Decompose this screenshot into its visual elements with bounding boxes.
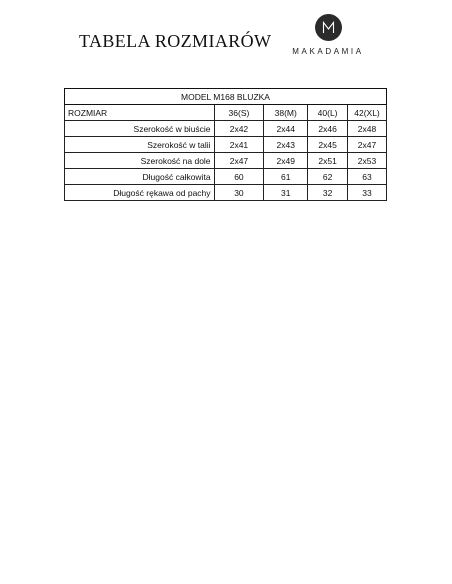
table-cell: 61 bbox=[264, 169, 308, 185]
table-cell: 2x47 bbox=[348, 137, 387, 153]
row-label: Szerokość w biuście bbox=[65, 121, 215, 137]
size-chart-table bbox=[64, 88, 387, 201]
size-header-cell: 40(L) bbox=[308, 105, 348, 121]
row-label: Długość rękawa od pachy bbox=[65, 185, 215, 201]
table-cell: 2x53 bbox=[348, 153, 387, 169]
table-cell: 2x43 bbox=[264, 137, 308, 153]
table-cell: 2x49 bbox=[264, 153, 308, 169]
table-cell: 33 bbox=[348, 185, 387, 201]
brand-name: MAKADAMIA bbox=[292, 47, 364, 56]
table-cell: 32 bbox=[308, 185, 348, 201]
table-row bbox=[65, 185, 387, 201]
size-header-cell: 36(S) bbox=[214, 105, 264, 121]
size-header-cell: 38(M) bbox=[264, 105, 308, 121]
table-cell: 2x46 bbox=[308, 121, 348, 137]
table-row bbox=[65, 137, 387, 153]
size-header-cell: 42(XL) bbox=[348, 105, 387, 121]
table-cell: 2x48 bbox=[348, 121, 387, 137]
m-monogram-circle-icon bbox=[315, 14, 342, 41]
model-title: MODEL M168 BLUZKA bbox=[65, 89, 387, 105]
row-label: Szerokość w talii bbox=[65, 137, 215, 153]
table-cell: 2x42 bbox=[214, 121, 264, 137]
table-cell: 60 bbox=[214, 169, 264, 185]
model-row bbox=[65, 89, 387, 105]
size-header-row bbox=[65, 105, 387, 121]
table-cell: 31 bbox=[264, 185, 308, 201]
table-cell: 2x51 bbox=[308, 153, 348, 169]
table-cell: 2x41 bbox=[214, 137, 264, 153]
brand-logo bbox=[272, 14, 384, 64]
table-cell: 63 bbox=[348, 169, 387, 185]
table-cell: 30 bbox=[214, 185, 264, 201]
row-label: Szerokość na dole bbox=[65, 153, 215, 169]
table-row bbox=[65, 121, 387, 137]
table-cell: 62 bbox=[308, 169, 348, 185]
page-title: TABELA ROZMIARÓW bbox=[79, 31, 272, 51]
table-cell: 2x44 bbox=[264, 121, 308, 137]
row-label: Długość całkowita bbox=[65, 169, 215, 185]
table-row bbox=[65, 153, 387, 169]
table-row bbox=[65, 169, 387, 185]
table-cell: 2x47 bbox=[214, 153, 264, 169]
table-cell: 2x45 bbox=[308, 137, 348, 153]
size-header-label: ROZMIAR bbox=[65, 105, 215, 121]
